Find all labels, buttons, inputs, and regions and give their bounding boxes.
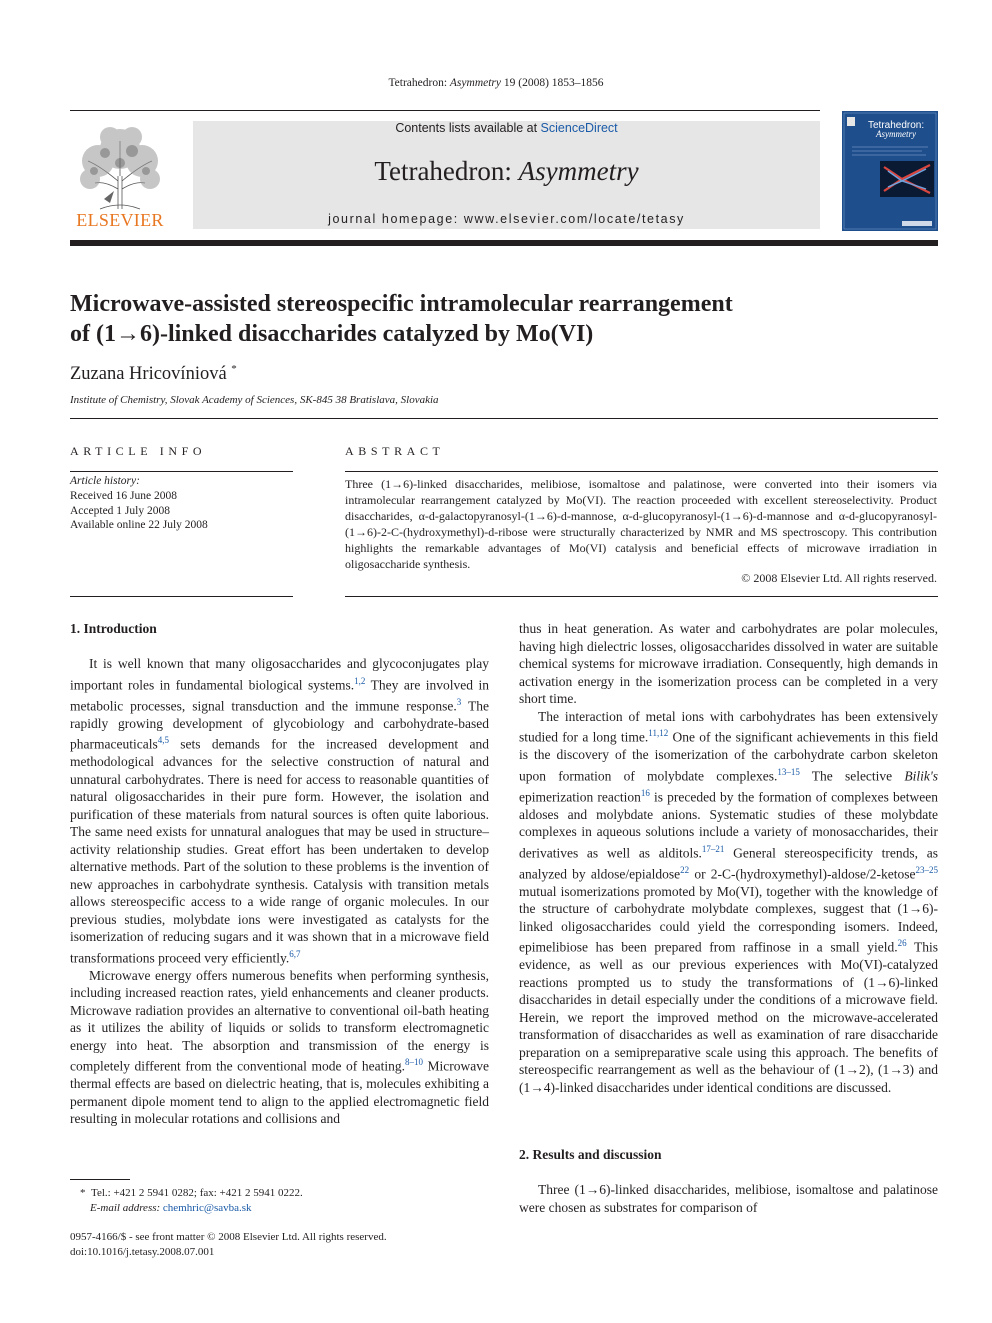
paragraph: Three (1→6)-linked disaccharides, melibiose, isomaltose and palatinose were chosen as substrates for comparison of <box>519 1182 938 1215</box>
journal-citation: Tetrahedron: Asymmetry 19 (2008) 1853–1856 <box>388 77 604 89</box>
elsevier-logo <box>70 121 170 231</box>
article-info-label: ARTICLE INFO <box>70 444 207 458</box>
reference-link[interactable]: 4,5 <box>157 735 169 745</box>
reference-link[interactable]: 22 <box>680 864 690 875</box>
section-heading-results: 2. Results and discussion <box>519 1147 662 1162</box>
abstract-rule <box>345 471 938 472</box>
journal-homepage[interactable]: journal homepage: www.elsevier.com/locate/tetasy <box>328 212 685 226</box>
right-column-continued <box>519 1181 938 1216</box>
author-footnote: * Tel.: +421 2 5941 0282; fax: +421 2 5941 0222. E-mail address: chemhric@savba.sk <box>80 1187 303 1214</box>
info-rule <box>70 471 293 472</box>
paragraph: thus in heat generation. As water and carbohydrates are polar molecules, having high dielectric losses, oligosaccharides dissolved in water are suitable chemical systems for microwave irradiation. Consequently, high demands in activation energy in the isomerization process can be completed in a very short time. <box>519 621 938 706</box>
reference-link[interactable]: 6,7 <box>289 948 301 959</box>
author-name: Zuzana Hricovíniová * <box>70 363 237 385</box>
author-footnote-mark[interactable]: * <box>231 363 237 375</box>
reference-link[interactable]: 3 <box>456 696 462 707</box>
affiliation: Institute of Chemistry, Slovak Academy of Sciences, SK-845 38 Bratislava, Slovakia <box>70 394 439 406</box>
section-heading-introduction: 1. Introduction <box>70 621 157 636</box>
front-matter <box>70 1230 387 1259</box>
reference-link[interactable]: 16 <box>640 787 650 798</box>
abstract-rule-bottom <box>345 596 938 597</box>
contents-line: Contents lists available at ScienceDirect <box>395 121 618 135</box>
reference-link[interactable]: 23–25 <box>915 864 938 875</box>
footnote-rule <box>70 1179 130 1180</box>
doi-line[interactable]: doi:10.1016/j.tetasy.2008.07.001 <box>70 1245 215 1258</box>
reference-link[interactable]: 8–10 <box>404 1057 423 1067</box>
elsevier-wordmark: ELSEVIER <box>76 210 164 230</box>
issn-line: 0957-4166/$ - see front matter © 2008 Elsevier Ltd. All rights reserved. <box>70 1231 387 1243</box>
cover-subtitle: Asymmetry <box>876 129 916 139</box>
reference-link[interactable]: 17–21 <box>701 843 725 854</box>
paragraph: It is well known that many oligosaccharides and glycoconjugates play important roles in fundamental biological systems.$^{1,2}$ They are involved in metabolic processes, signal transduction and the immune response.$^3$ The rapidly growing development of glycobiology and carbohydrate-based pharmaceuticals$^{4,5}$ sets demands for the increased development and methodological advances for the selective construction of natural and unnatural carbohydrates. There is need for access to reasonable quantities of natural oligosaccharides in their pure form. However, the isolation and purification of these materials from natural sources is often quite laborious. The same need exists for unnatural analogues that may be used in structure–activity relationship studies. Great effort has been undertaken to develop alternative methods. Part of the solution to these problems is the invention of new approaches in carbohydrate synthesis. Catalysis with transition metals allows stereospecific access to a wide range of organic molecules. In our previous studies, molybdate ions were investigated as catalysts for the isomerization of reducing sugars and it was shown that in a microwave field transformations proceed very efficiently.$^{6,7}$ <box>70 656 490 965</box>
header-rule <box>70 110 820 111</box>
paragraph: Microwave energy offers numerous benefits when performing synthesis, including increased reaction rates, yield enhancements and cleaner products. Microwave radiation provides an alternative to conventional oil-bath heating as it utilizes the ability of liquids or solids to transform electromagnetic energy into heat. The absorption and transmission of the energy is completely different from the conventional mode of heating.$^{8-10}$ Microwave thermal effects are based on dielectric heating, that is, molecules exhibiting a permanent dipole moment tend to align to the applied electromagnetic field resulting in molecular rotations and collisions and <box>70 967 489 1126</box>
article-history: Article history: Received 16 June 2008 Accepted 1 July 2008 Available online 22 July 2008 <box>70 475 208 532</box>
reference-link[interactable]: 26 <box>897 938 907 948</box>
sciencedirect-link[interactable]: ScienceDirect <box>540 121 618 135</box>
abstract-text: Three (1→6)-linked disaccharides, melibiose, isomaltose and palatinose, were converted into their isomers via intramolecular rearrangement catalyzed by Mo(VI). The reaction proceeded with excellent stereoselectivity. Product disaccharides, α-d-galactopyranosyl-(1→6)-d-mannose, α-d-glucopyranosyl-(1→6)-d-mannose and α-d-glucopyranosyl-(1→6)-2-C-(hydroxymethyl)-d-ribose were structurally characterized by NMR and MS spectroscopy. This contribution highlights the remarkable advantages of Mo(VI) catalysis and beneficial effects of microwave irradiation in oligosaccharide synthesis. <box>345 477 937 571</box>
right-column <box>519 620 938 1096</box>
journal-cover <box>842 111 938 231</box>
article-title: Microwave-assisted stereospecific intramolecular rearrangement of (1→6)-linked disaccharides catalyzed by Mo(VI) <box>70 291 733 347</box>
divider <box>70 418 938 419</box>
reference-link[interactable]: 13–15 <box>777 766 800 777</box>
email-link[interactable]: chemhric@savba.sk <box>162 1201 252 1214</box>
left-column <box>70 655 489 1128</box>
reference-link[interactable]: 11,12 <box>648 728 669 738</box>
header-thick-rule <box>70 240 938 246</box>
paragraph: The interaction of metal ions with carbohydrates has been extensively studied for a long time.$^{11,12}$ One of the significant achievements in this field is the discovery of the isomerization of the carbohydrate carbon skeleton upon formation of molybdate complexes.$^{13-15}$ The selective Bilik's epimerization reaction$^{16}$ is preceded by the formation of complexes between aldoses and molybdate anions. Systematic studies of these molybdate complexes in aqueous solutions include a variety of monosaccharides, their derivatives as well as alditols.$^{17-21}$ General stereospecificity trends, as analyzed by aldose/epialdose$^{22}$ or 2-C-(hydroxymethyl)-aldose/2-ketose$^{23-25}$ mutual isomerizations promoted by Mo(VI), together with the knowledge of the structure of carbohydrate molybdate complexes, suggest that (1→6)-linked oligosaccharides could yield the corresponding isomers. Indeed, epimelibiose has been prepared from raffinose in a small yield.$^{26}$ This evidence, as well as our previous experiences with Mo(VI)-catalyzed reactions prompted us to study the transformations of (1→6)-linked disaccharides in detail especially under the conditions of a microwave field. Herein, we report the improved method on the microwave-accelerated transformation of disaccharides as well as examination of rare disaccharide preparation on a semipreparative scale using this approach. The benefits of stereospecific rearrangement as well as the behaviour of (1→2), (1→3) and (1→4)-linked disaccharides under identical conditions are discussed. <box>519 708 938 1095</box>
journal-title: Tetrahedron: Asymmetry <box>374 156 639 186</box>
info-rule-bottom <box>70 596 293 597</box>
cover-title: Tetrahedron: <box>868 120 925 131</box>
abstract-label: ABSTRACT <box>345 444 445 458</box>
abstract-copyright: © 2008 Elsevier Ltd. All rights reserved. <box>741 571 937 585</box>
reference-link[interactable]: 1,2 <box>354 675 366 686</box>
